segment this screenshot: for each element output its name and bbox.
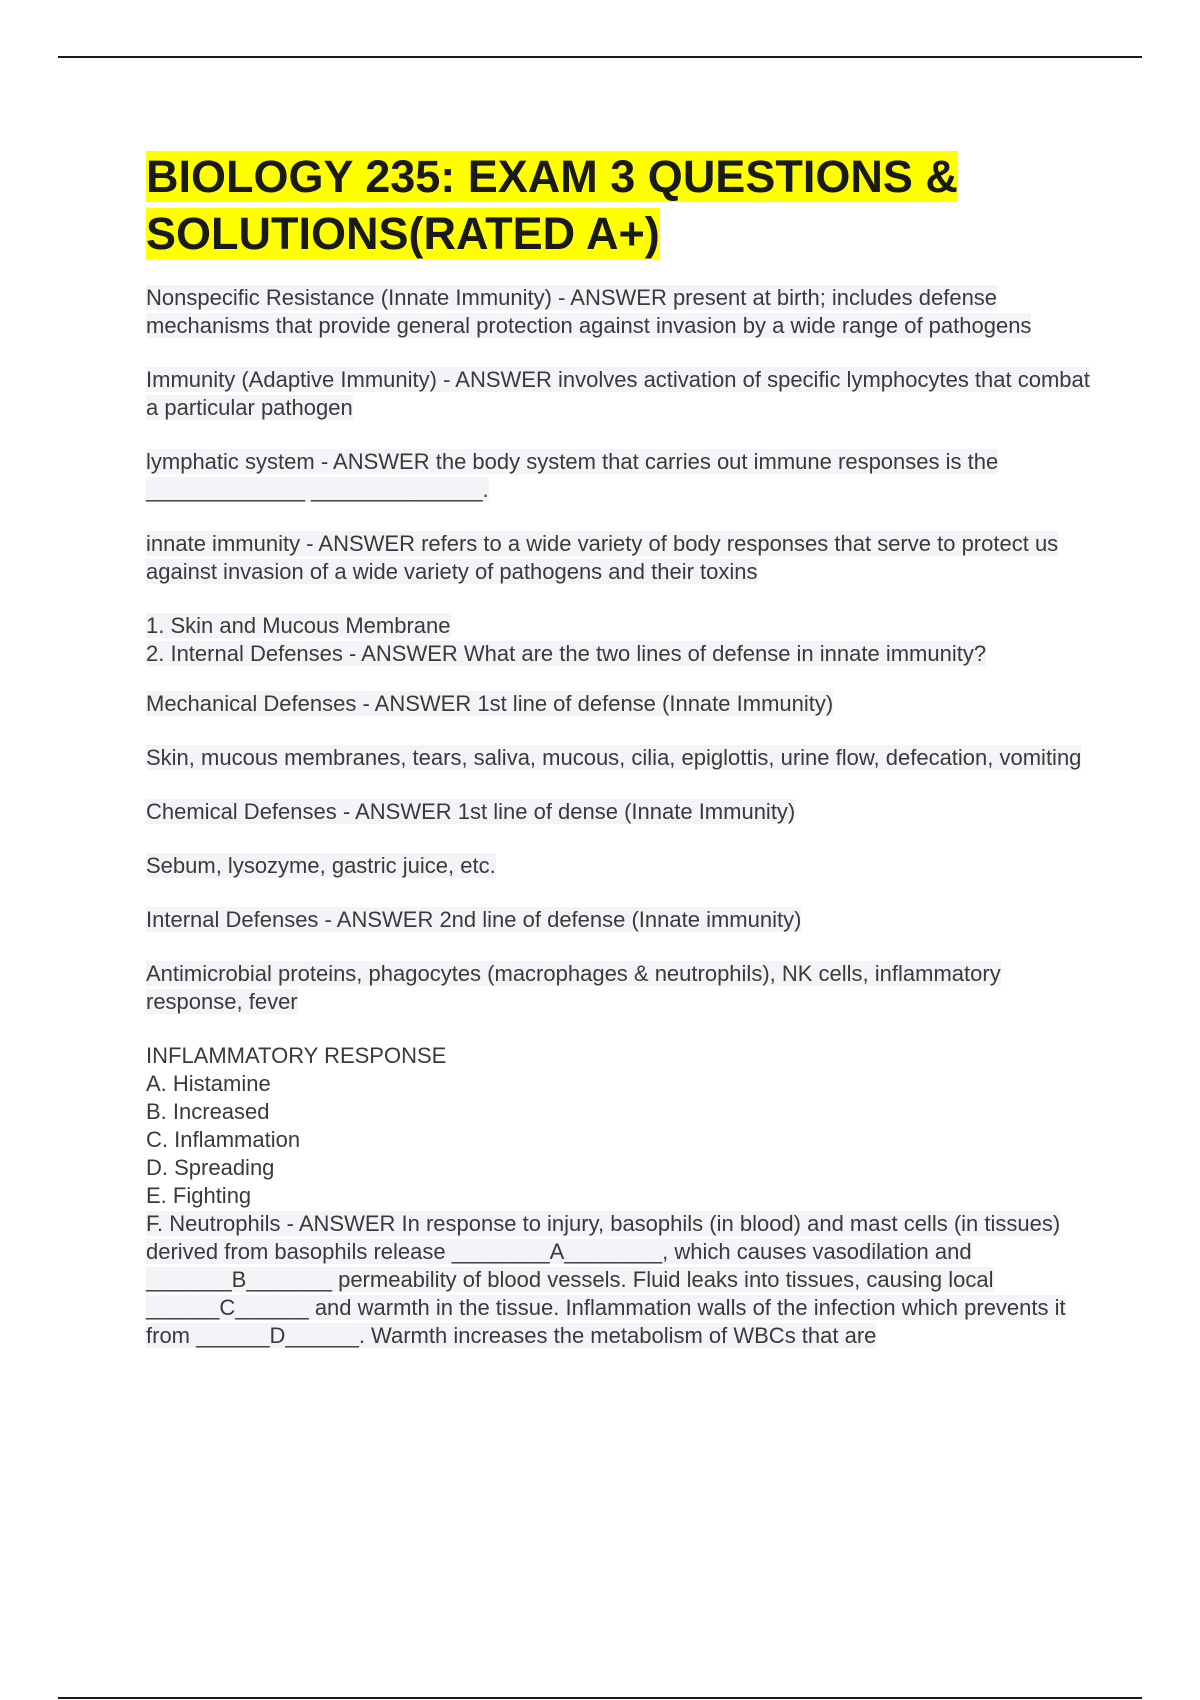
entry-text: Immunity (Adaptive Immunity) - ANSWER involves activation of specific lymphocytes that combat a particular pathogen	[146, 367, 1090, 420]
inflammatory-heading: INFLAMMATORY RESPONSE	[146, 1043, 447, 1068]
list-item: A. Histamine	[146, 1071, 271, 1096]
entry-text: Sebum, lysozyme, gastric juice, etc.	[146, 853, 496, 878]
entry-adaptive-immunity	[146, 366, 1092, 422]
list-item: E. Fighting	[146, 1183, 252, 1208]
entry-text: innate immunity - ANSWER refers to a wide variety of body responses that serve to protect us against invasion of a wide variety of pathogens and their toxins	[146, 531, 1059, 584]
inflammatory-answer	[146, 1210, 1092, 1350]
entry-nonspecific-resistance	[146, 284, 1092, 340]
entry-two-lines-of-defense	[146, 612, 1092, 668]
entry-internal-examples	[146, 960, 1092, 1016]
entry-internal-defenses	[146, 906, 1092, 934]
entry-text: lymphatic system - ANSWER the body system that carries out immune responses is the _____________ ______________.	[146, 449, 999, 502]
entry-text: Chemical Defenses - ANSWER 1st line of dense (Innate Immunity)	[146, 799, 796, 824]
entry-text: F. Neutrophils - ANSWER In response to injury, basophils (in blood) and mast cells (in tissues) derived from basophils release ________A________, which causes vasodilation and _______B_______ permeability of blood vessels. Fluid leaks into tissues, causing local ______C______ and warmth in the tissue. Inflammation walls of the infection which prevents it from ______D______. Warmth increases the metabolism of WBCs that are	[146, 1211, 1066, 1348]
title-highlight: BIOLOGY 235: EXAM 3 QUESTIONS & SOLUTIONS(RATED A+)	[146, 151, 958, 259]
entry-text: Skin, mucous membranes, tears, saliva, mucous, cilia, epiglottis, urine flow, defecation, vomiting	[146, 745, 1082, 770]
entry-text: Nonspecific Resistance (Innate Immunity) - ANSWER present at birth; includes defense mechanisms that provide general protection against invasion by a wide range of pathogens	[146, 285, 1032, 338]
list-item-text: 2. Internal Defenses - ANSWER What are the two lines of defense in innate immunity?	[146, 641, 987, 666]
entry-chemical-defenses	[146, 798, 1092, 826]
entry-lymphatic-system	[146, 448, 1092, 504]
document-body	[146, 148, 1092, 1350]
entry-innate-immunity	[146, 530, 1092, 586]
entry-text: Antimicrobial proteins, phagocytes (macrophages & neutrophils), NK cells, inflammatory response, fever	[146, 961, 1001, 1014]
list-item: C. Inflammation	[146, 1127, 301, 1152]
bottom-rule	[58, 1697, 1142, 1699]
entry-mechanical-examples	[146, 744, 1092, 772]
entry-text: Internal Defenses - ANSWER 2nd line of defense (Innate immunity)	[146, 907, 802, 932]
entry-chemical-examples	[146, 852, 1092, 880]
list-item	[146, 612, 1092, 640]
list-item: D. Spreading	[146, 1155, 275, 1180]
entry-text: Mechanical Defenses - ANSWER 1st line of defense (Innate Immunity)	[146, 691, 834, 716]
top-rule	[58, 56, 1142, 58]
entry-inflammatory-response	[146, 1042, 1092, 1350]
entry-mechanical-defenses	[146, 690, 1092, 718]
list-item: B. Increased	[146, 1099, 270, 1124]
list-item	[146, 640, 1092, 668]
list-item-text: 1. Skin and Mucous Membrane	[146, 613, 451, 638]
document-title	[146, 148, 1092, 262]
